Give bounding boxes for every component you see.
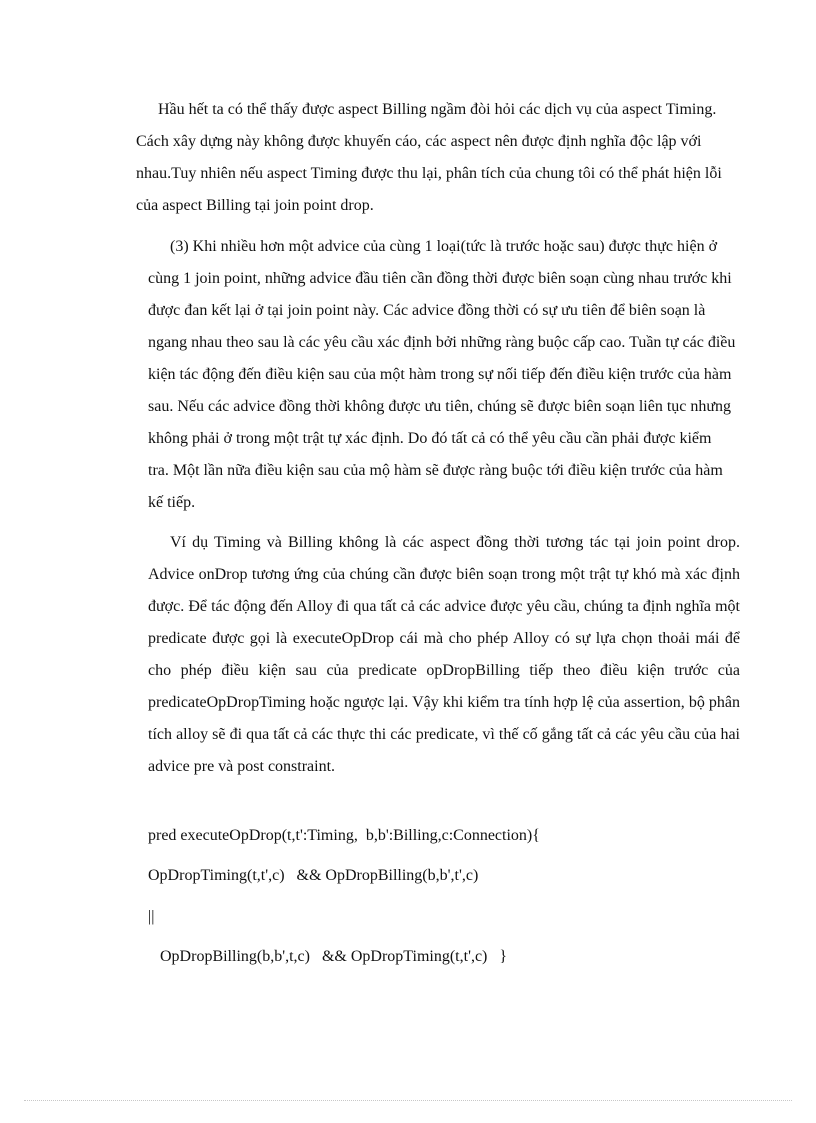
code-line-timing-then-billing: OpDropTiming(t,t',c) && OpDropBilling(b,b',t',c) xyxy=(148,867,479,884)
paragraph-aspect-dependency: Hầu hết ta có thể thấy được aspect Billing ngầm đòi hỏi các dịch vụ của aspect Timing. Cách xây dựng này không được khuyến cáo, các aspect nên được định nghĩa độc lập với nhau.Tuy nhiên nếu aspect Timing được thu lại, phân tích của chung tôi có thể phát hiện lỗi của aspect Billing tại join point drop. xyxy=(136,101,722,214)
code-line-pred-header: pred executeOpDrop(t,t':Timing, b,b':Billing,c:Connection){ xyxy=(148,827,540,844)
paragraph-multiple-advice: (3) Khi nhiều hơn một advice của cùng 1 loại(tức là trước hoặc sau) được thực hiện ở cùng 1 join point, những advice đầu tiên cần đồng thời được biên soạn cùng nhau trước khi được đan kết lại ở tại join point này. Các advice đồng thời có sự ưu tiên để biên soạn là ngang nhau theo sau là các yêu cầu xác định bởi những ràng buộc cấp cao. Tuần tự các điều kiện tác động đến điều kiện sau của một hàm trong sự nối tiếp đến điều kiện trước của hàm sau. Nếu các advice đồng thời không được ưu tiên, chúng sẽ được biên soạn liên tục nhưng không phải ở trong một trật tự xác định. Do đó tất cả có thể yêu cầu cần phải được kiểm tra. Một lần nữa điều kiện sau của mộ hàm sẽ được ràng buộc tới điều kiện trước của hàm kế tiếp. xyxy=(148,238,736,511)
page-bottom-dotted-rule xyxy=(24,1100,792,1101)
code-line-billing-then-timing: OpDropBilling(b,b',t,c) && OpDropTiming(t,t',c) } xyxy=(160,948,508,965)
code-line-or-operator: || xyxy=(148,908,155,925)
paragraph-timing-billing-example: Ví dụ Timing và Billing không là các aspect đồng thời tương tác tại join point drop. Advice onDrop tương ứng của chúng cần được biên soạn trong một trật tự khó mà xác định được. Để tác động đến Alloy đi qua tất cả các advice được yêu cầu, chúng ta định nghĩa một predicate được gọi là executeOpDrop cái mà cho phép Alloy có sự lựa chọn thoải mái để cho phép điều kiện sau của predicate opDropBilling tiếp theo điều kiện trước của predicateOpDropTiming hoặc ngược lại. Vậy khi kiểm tra tính hợp lệ của assertion, bộ phân tích alloy sẽ đi qua tất cả các thực thi các predicate, vì thế cố gắng tất cả các yêu cầu của hai advice pre và post constraint. xyxy=(148,534,740,775)
